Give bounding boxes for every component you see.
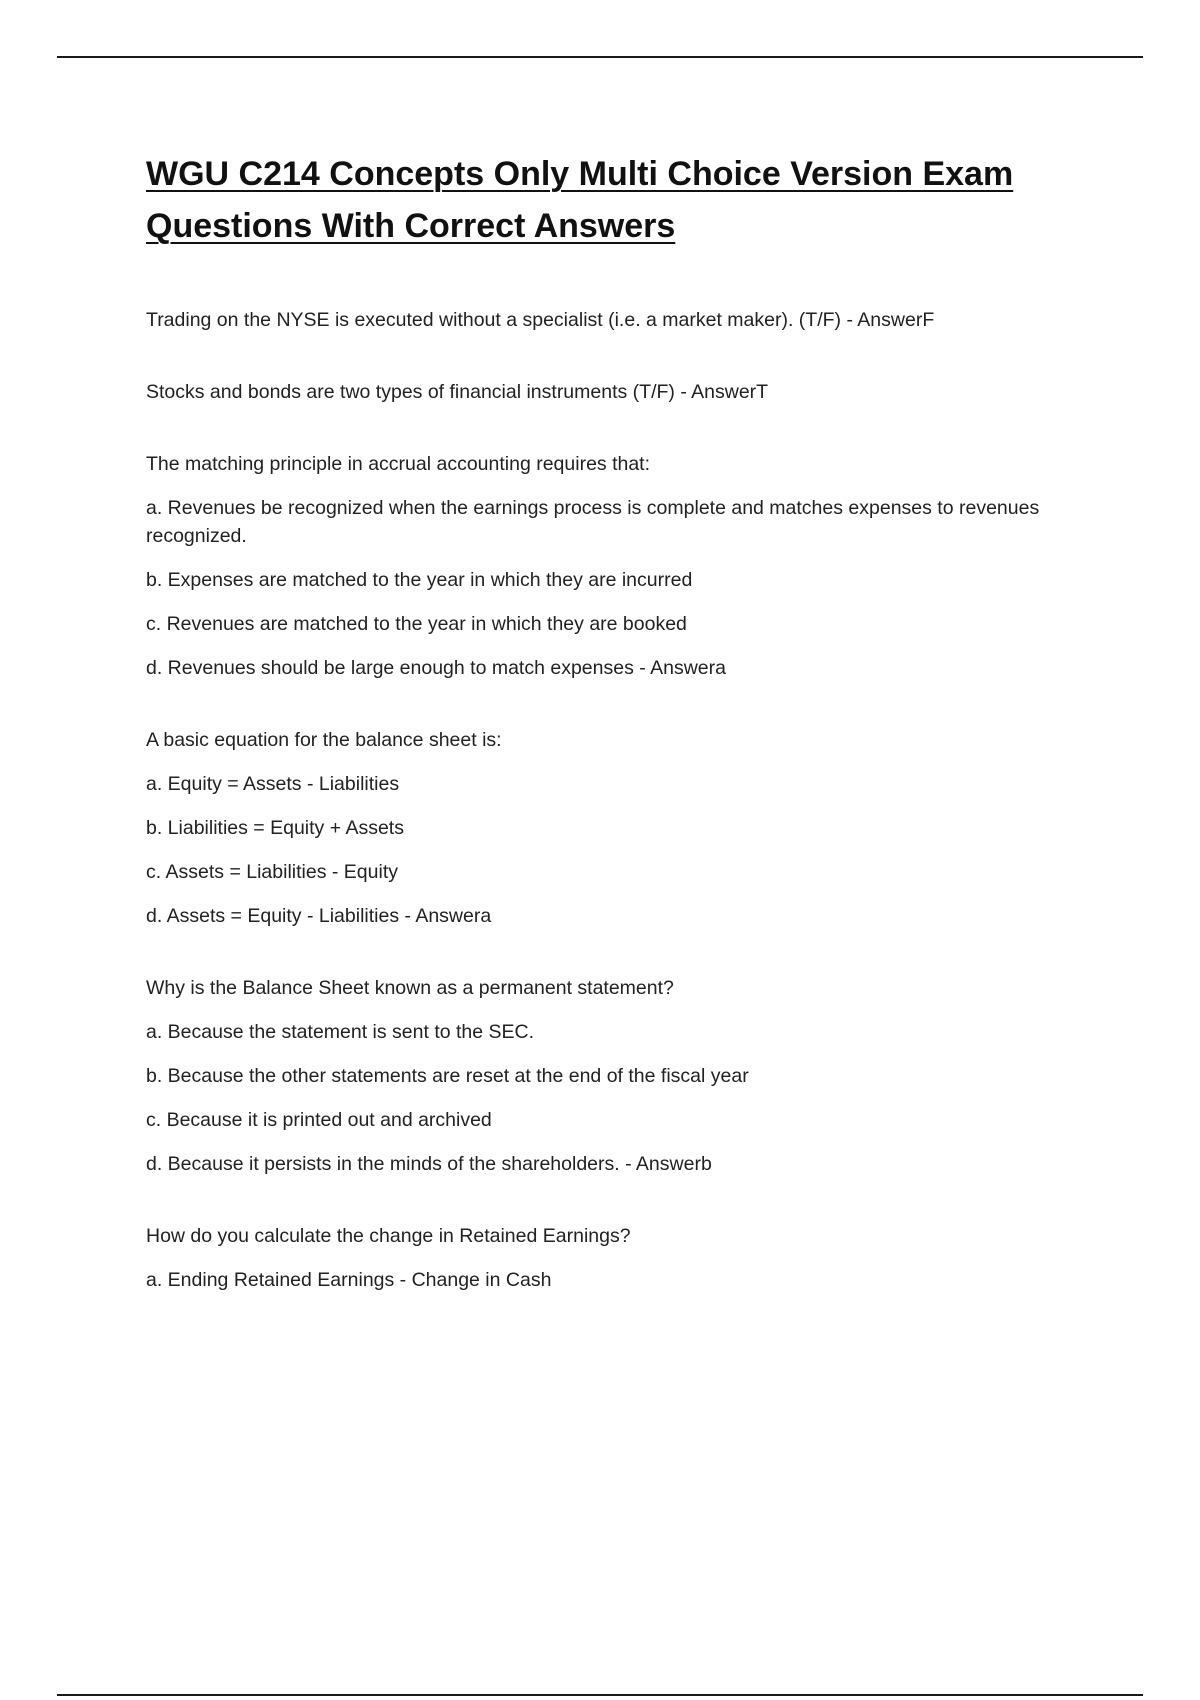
document-title: WGU C214 Concepts Only Multi Choice Version Exam Questions With Correct Answers <box>146 155 1014 245</box>
question-text: Stocks and bonds are two types of financial instruments (T/F) - AnswerT <box>146 381 769 403</box>
question-4 <box>146 726 1076 930</box>
answer-option-a: a. Equity = Assets - Liabilities <box>146 773 400 795</box>
answer-option-b: b. Expenses are matched to the year in which they are incurred <box>146 569 693 591</box>
document-page <box>146 148 1076 1338</box>
question-text: A basic equation for the balance sheet is: <box>146 729 502 751</box>
answer-option-d: d. Revenues should be large enough to match expenses - Answera <box>146 657 726 679</box>
answer-option-b: b. Liabilities = Equity + Assets <box>146 817 404 839</box>
answer-option-c: c. Because it is printed out and archived <box>146 1109 492 1131</box>
answer-option-b: b. Because the other statements are reset at the end of the fiscal year <box>146 1065 749 1087</box>
question-text: Why is the Balance Sheet known as a permanent statement? <box>146 977 674 999</box>
question-3 <box>146 450 1076 682</box>
answer-option-c: c. Revenues are matched to the year in which they are booked <box>146 613 687 635</box>
question-list <box>146 306 1076 1294</box>
question-text: The matching principle in accrual accounting requires that: <box>146 453 651 475</box>
answer-option-a: a. Because the statement is sent to the SEC. <box>146 1021 535 1043</box>
answer-option-a: a. Revenues be recognized when the earnings process is complete and matches expenses to revenues recognized. <box>146 497 1040 547</box>
question-text: Trading on the NYSE is executed without a specialist (i.e. a market maker). (T/F) - AnswerF <box>146 309 935 331</box>
question-text: How do you calculate the change in Retained Earnings? <box>146 1225 631 1247</box>
top-rule <box>57 56 1143 58</box>
question-6 <box>146 1222 1076 1294</box>
question-2 <box>146 378 1076 406</box>
question-5 <box>146 974 1076 1178</box>
bottom-rule <box>57 1694 1143 1696</box>
question-1 <box>146 306 1076 334</box>
answer-option-c: c. Assets = Liabilities - Equity <box>146 861 398 883</box>
answer-option-a: a. Ending Retained Earnings - Change in Cash <box>146 1269 552 1291</box>
answer-option-d: d. Because it persists in the minds of the shareholders. - Answerb <box>146 1153 712 1175</box>
answer-option-d: d. Assets = Equity - Liabilities - Answera <box>146 905 492 927</box>
